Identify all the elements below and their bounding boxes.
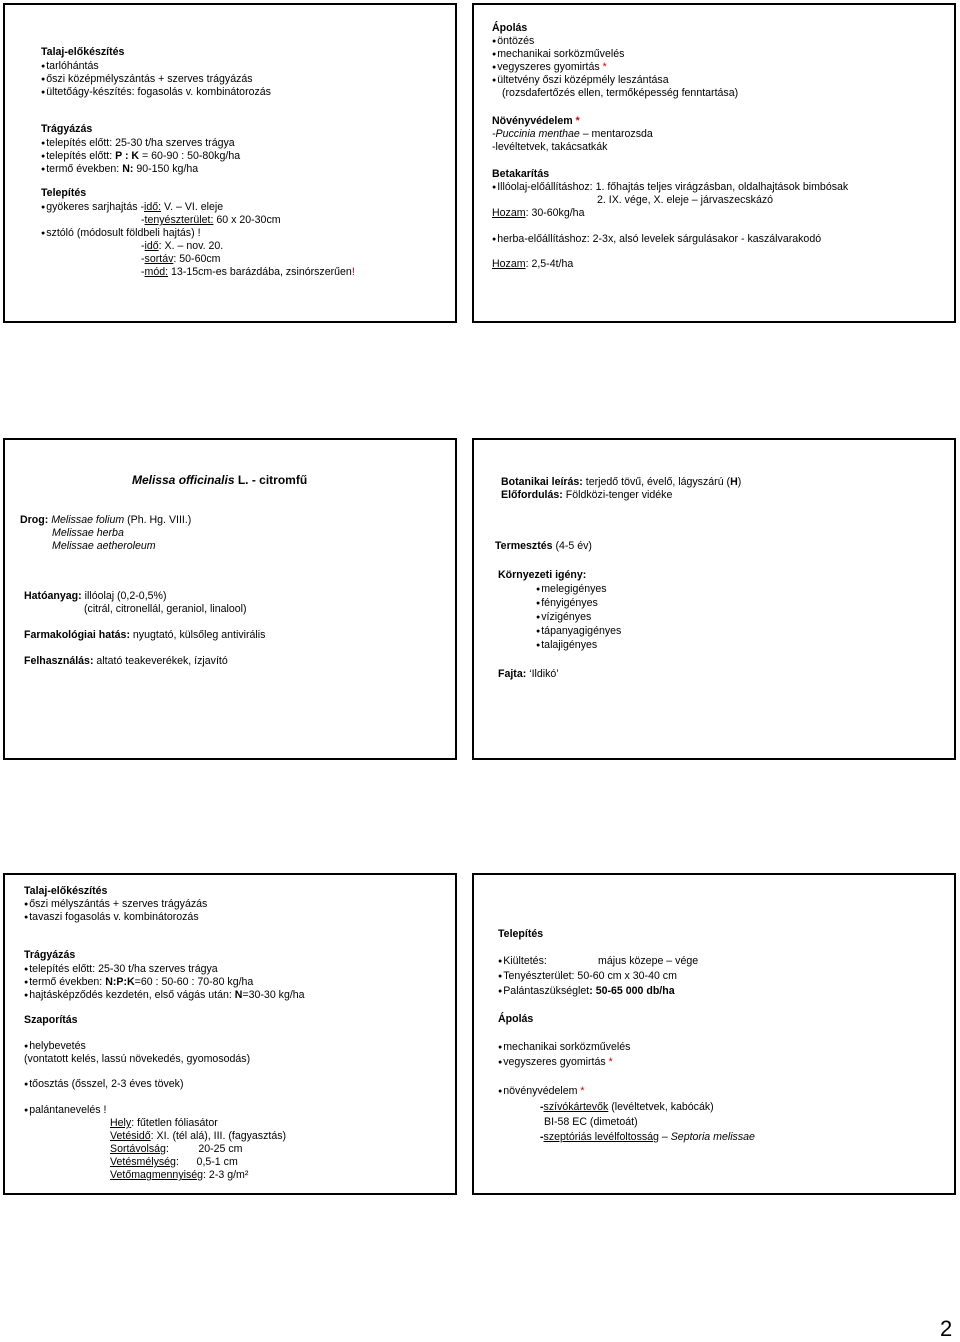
text: *: [575, 115, 580, 127]
text: *: [580, 1085, 585, 1097]
list-item: ● ültetőágy-készítés: fogasolás v. kombinátorozás: [41, 86, 271, 100]
text: vegyszeres gyomirtás: [503, 1056, 609, 1068]
text-line: [110, 1117, 218, 1130]
list-item: [41, 150, 240, 164]
list-item: ● tápanyagigényes: [536, 625, 621, 639]
list-item: ● Illóolaj-előállításhoz: 1. főhajtás teljes virágzásban, oldalhajtások bimbósak: [492, 181, 848, 195]
text-line: Melissae aetheroleum: [52, 540, 156, 552]
text: (levéltetvek, kabócák): [608, 1101, 714, 1113]
list-item: ● Tenyészterület: 50-60 cm x 30-40 cm: [498, 970, 677, 984]
list-item: ● tarlóhántás: [41, 60, 99, 74]
text-line: [110, 1130, 286, 1143]
text: Septoria melissae: [670, 1131, 755, 1143]
text: termő években:: [46, 163, 123, 175]
text: : 50-65 000 db/ha: [589, 985, 675, 997]
text-line: május közepe – vége: [598, 955, 699, 967]
text-line: [24, 655, 228, 668]
text: Botanikai leírás:: [501, 476, 583, 488]
list-item: ● ültetvény őszi középmély leszántása: [492, 74, 669, 88]
list-item: ● talajigényes: [536, 639, 597, 653]
text-line: [20, 514, 191, 527]
text-line: [501, 476, 741, 489]
text-line: 2. IX. vége, X. eleje – járvaszecskázó: [597, 194, 774, 206]
text: Termesztés: [495, 540, 553, 552]
list-item: ● herba-előállításhoz: 2-3x, alsó levelek sárgulásakor - kaszálvarakodó: [492, 233, 821, 247]
text: L. - citromfű: [234, 473, 308, 487]
text: Hely: [110, 1117, 132, 1129]
text: N:: [122, 163, 134, 175]
text: N:P:K: [105, 976, 135, 988]
list-item: ● vízigényes: [536, 611, 591, 625]
text: (Ph. Hg. VIII.): [124, 514, 192, 526]
list-item: [492, 61, 607, 75]
text: hajtásképződés kezdetén, első vágás után:: [29, 989, 235, 1001]
text-line: [110, 1169, 248, 1182]
text: =60 : 50-60 : 70-80 kg/ha: [134, 976, 254, 988]
text: – mentarozsda: [579, 128, 653, 140]
text: : 20-25 cm: [165, 1143, 243, 1155]
text: !: [351, 266, 355, 278]
heading-szaporitas: Szaporítás: [24, 1014, 78, 1026]
text-line: [141, 253, 221, 266]
text: termő években:: [29, 976, 106, 988]
text-line: [495, 540, 592, 553]
list-item: [41, 201, 223, 215]
text-line: [141, 214, 281, 227]
text: : fűtetlen fóliasátor: [131, 1117, 218, 1129]
text: : 2,5-4t/ha: [525, 258, 574, 270]
text: Drog:: [20, 514, 49, 526]
text: Farmakológiai hatás:: [24, 629, 130, 641]
text: 60 x 20-30cm: [213, 214, 281, 226]
slide-title: [132, 474, 307, 487]
text: -: [540, 1131, 544, 1143]
text-line: [540, 1101, 714, 1114]
list-item: [24, 989, 305, 1003]
text: *: [608, 1056, 613, 1068]
heading-kornyezeti-igeny: Környezeti igény:: [498, 569, 587, 581]
text: illóolaj (0,2-0,5%): [81, 590, 167, 602]
text-line: (vontatott kelés, lassú növekedés, gyomosodás): [24, 1053, 251, 1065]
text: gyökeres sarjhajtás -: [46, 201, 144, 213]
text: szeptóriás levélfoltosság: [543, 1131, 659, 1143]
slide-talaj-elokeszites: [3, 3, 457, 323]
text: : 30-60kg/ha: [525, 207, 585, 219]
heading-tragyazas: Trágyázás: [24, 949, 76, 961]
list-item: [24, 976, 253, 990]
text: Földközi-tenger vidéke: [562, 489, 673, 501]
text: H: [730, 476, 738, 488]
list-item: ● őszi középmélyszántás + szerves trágyázás: [41, 73, 253, 87]
heading-betakaritas: Betakarítás: [492, 168, 550, 180]
text: tenyészterület:: [144, 214, 214, 226]
page-number: 2: [940, 1316, 953, 1341]
text-line: [141, 266, 355, 279]
text-line: Melissae herba: [52, 527, 124, 539]
heading-talaj: Talaj-előkészítés: [41, 46, 125, 58]
list-item: ● öntözés: [492, 35, 534, 49]
text-line: -levéltetvek, takácsatkák: [492, 141, 608, 153]
text: Előfordulás:: [501, 489, 563, 501]
heading-apolas: Ápolás: [498, 1013, 534, 1025]
text: Hozam: [492, 258, 526, 270]
list-item: ● fényigényes: [536, 597, 598, 611]
text-line: [110, 1143, 243, 1156]
text: Hatóanyag:: [24, 590, 82, 602]
text: ‘Ildikó’: [526, 668, 559, 680]
text: nyugtató, külsőleg antivirális: [129, 629, 266, 641]
list-item: ● mechanikai sorközművelés: [498, 1041, 630, 1055]
text: : 2-3 g/m²: [203, 1169, 249, 1181]
text-line: (rozsdafertőzés ellen, termőképesség fenntartása): [502, 87, 739, 99]
list-item: ● Kiültetés:: [498, 955, 547, 969]
text: Felhasználás:: [24, 655, 94, 667]
text: Sortávolság: [110, 1143, 166, 1155]
text-line: [110, 1156, 238, 1169]
heading-talaj: Talaj-előkészítés: [24, 885, 108, 897]
list-item: ● melegigényes: [536, 583, 607, 597]
heading-telepites: Telepítés: [498, 928, 544, 940]
list-item: [498, 985, 675, 999]
text-line: [498, 668, 559, 681]
text: V. – VI. eleje: [161, 201, 224, 213]
text-line: [492, 258, 573, 271]
text: telepítés előtt:: [46, 150, 116, 162]
list-item: ● mechanikai sorközművelés: [492, 48, 624, 62]
text: mód:: [144, 266, 169, 278]
text: idő:: [143, 201, 162, 213]
text: növényvédelem: [503, 1085, 581, 1097]
text: szívókártevők: [543, 1101, 609, 1113]
text: : 0,5-1 cm: [175, 1156, 238, 1168]
text: *: [602, 61, 607, 73]
slide-apolas: [472, 3, 956, 323]
text: Melissae folium: [48, 514, 125, 526]
text: = 60-90 : 50-80kg/ha: [139, 150, 241, 162]
list-item: ● helybevetés: [24, 1040, 86, 1054]
slide-botanikai: [472, 438, 956, 760]
text: altató teakeverékek, ízjavító: [93, 655, 228, 667]
list-item: ● telepítés előtt: 25-30 t/ha szerves trágya: [41, 137, 235, 151]
text-line: (citrál, citronellál, geraniol, linalool): [84, 603, 247, 615]
text: -: [540, 1101, 544, 1113]
text: ): [737, 476, 742, 488]
list-item: ● telepítés előtt: 25-30 t/ha szerves trágya: [24, 963, 218, 977]
list-item: [498, 1056, 613, 1070]
text-line: BI-58 EC (dimetoát): [544, 1116, 638, 1128]
slide-melissa-drog: [3, 438, 457, 760]
text-line: [141, 240, 223, 253]
text-line: [540, 1131, 755, 1144]
text: (4-5 év): [552, 540, 592, 552]
list-item: ● őszi mélyszántás + szerves trágyázás: [24, 898, 207, 912]
text: -: [141, 266, 145, 278]
text: vegyszeres gyomirtás: [497, 61, 603, 73]
text: Vetőmagmennyiség: [110, 1169, 204, 1181]
text: Palántaszükséglet: [503, 985, 590, 997]
list-item: ● tavaszi fogasolás v. kombinátorozás: [24, 911, 199, 925]
text: Vetésmélység: [110, 1156, 176, 1168]
text: : XI. (tél alá), III. (fagyasztás): [150, 1130, 287, 1142]
text: sortáv: [144, 253, 174, 265]
list-item: [498, 1085, 585, 1099]
text-line: [24, 590, 166, 603]
text: P : K: [115, 150, 140, 162]
list-item: ● sztóló (módosult földbeli hajtás) !: [41, 227, 201, 241]
text: -: [141, 253, 145, 265]
text-line: [492, 207, 584, 220]
text: idő: [144, 240, 159, 252]
text: Hozam: [492, 207, 526, 219]
heading-tragyazas: Trágyázás: [41, 123, 93, 135]
text: -: [141, 214, 145, 226]
text: N: [234, 989, 243, 1001]
heading-novenyvedelem: [492, 115, 580, 128]
text: -: [141, 240, 145, 252]
text: Vetésidő: [110, 1130, 151, 1142]
text: 90-150 kg/ha: [133, 163, 199, 175]
list-item: ● tőosztás (ősszel, 2-3 éves tövek): [24, 1078, 184, 1092]
text: -Puccinia menthae: [492, 128, 580, 140]
text-line: [501, 489, 672, 502]
list-item: [41, 163, 198, 177]
text: : 50-60cm: [173, 253, 221, 265]
slide-melissa-talaj: [3, 873, 457, 1195]
heading-telepites: Telepítés: [41, 187, 87, 199]
text: –: [658, 1131, 671, 1143]
text: : X. – nov. 20.: [158, 240, 224, 252]
heading-apolas: Ápolás: [492, 22, 528, 34]
text: Fajta:: [498, 668, 527, 680]
slide-melissa-telepites: [472, 873, 956, 1195]
text: 13-15cm-es barázdába, zsinórszerűen: [168, 266, 352, 278]
text-line: [492, 128, 653, 141]
text: Növényvédelem: [492, 115, 576, 127]
text: terjedő tövű, évelő, lágyszárú (: [582, 476, 731, 488]
text: Melissa officinalis: [132, 473, 235, 487]
text: =30-30 kg/ha: [242, 989, 305, 1001]
text-line: [24, 629, 265, 642]
list-item: ● palántanevelés !: [24, 1104, 106, 1118]
